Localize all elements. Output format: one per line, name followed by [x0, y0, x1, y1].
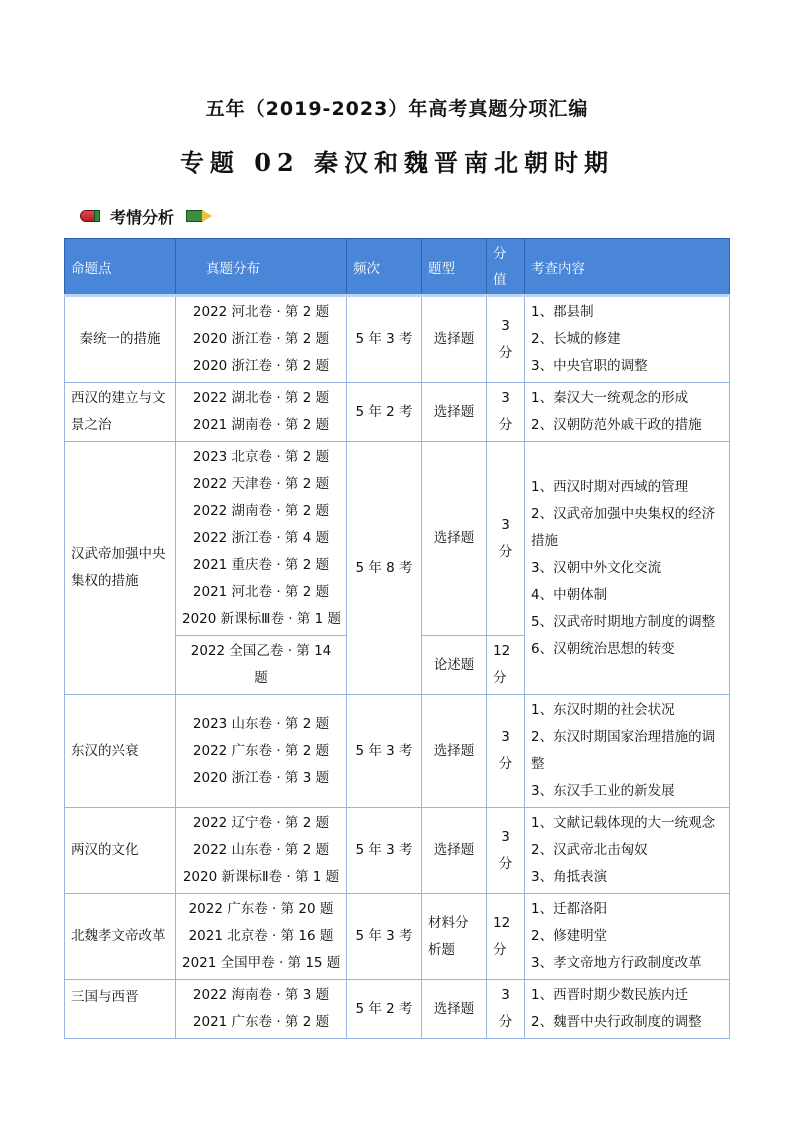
score-cell: 3 分 — [487, 296, 525, 383]
dist-cell — [176, 442, 347, 636]
content-item: 2、修建明堂 — [531, 928, 608, 944]
dist-item: 2021 广东卷 · 第 2 题 — [192, 1014, 330, 1030]
type-cell: 选择题 — [422, 980, 487, 1039]
dist-item: 2023 山东卷 · 第 2 题 — [192, 715, 330, 732]
dist-item: 2021 北京卷 · 第 16 题 — [188, 928, 334, 944]
content-cell — [525, 980, 730, 1039]
score-cell: 3 分 — [487, 808, 525, 894]
content-item: 1、东汉时期的社会状况 — [531, 702, 675, 718]
dist-cell — [176, 894, 347, 980]
dist-item: 2022 辽宁卷 · 第 2 题 — [192, 815, 330, 831]
dist-item: 2022 广东卷 · 第 2 题 — [192, 742, 330, 759]
content-item: 3、中央官职的调整 — [531, 358, 648, 374]
table-row — [65, 383, 730, 442]
dist-item: 2021 湖南卷 · 第 2 题 — [192, 417, 330, 433]
dist-item: 2020 新课标Ⅱ卷 · 第 1 题 — [182, 869, 340, 885]
content-item: 1、西汉时期对西域的管理 — [531, 478, 689, 495]
col-header-point: 命题点 — [65, 239, 176, 296]
dist-item: 2021 河北卷 · 第 2 题 — [192, 584, 330, 600]
col-header-dist: 真题分布 — [176, 239, 347, 296]
table-header-row — [65, 239, 730, 296]
content-item: 5、汉武帝时期地方制度的调整 — [531, 613, 716, 630]
freq-cell: 5 年 3 考 — [347, 296, 422, 383]
section-label: 考情分析 — [110, 207, 175, 227]
content-item: 2、汉朝防范外戚干政的措施 — [531, 417, 702, 433]
point-cell: 东汉的兴衰 — [65, 695, 176, 808]
type-cell: 选择题 — [422, 296, 487, 383]
marker-icon — [80, 210, 102, 222]
dist-item: 2022 浙江卷 · 第 4 题 — [192, 530, 330, 546]
dist-item: 2021 重庆卷 · 第 2 题 — [192, 557, 330, 573]
type-cell: 论述题 — [422, 636, 487, 695]
dist-cell — [176, 383, 347, 442]
score-cell: 12 分 — [487, 894, 525, 980]
document-subtitle: 专题 02 秦汉和魏晋南北朝时期 — [179, 148, 615, 177]
dist-cell — [176, 808, 347, 894]
content-item: 4、中朝体制 — [531, 586, 608, 603]
col-header-type: 题型 — [422, 239, 487, 296]
content-item: 3、东汉手工业的新发展 — [531, 783, 675, 799]
content-item: 1、郡县制 — [531, 304, 594, 320]
table-row — [65, 894, 730, 980]
dist-cell — [176, 296, 347, 383]
content-item: 3、角抵表演 — [531, 869, 608, 885]
content-item: 1、迁都洛阳 — [531, 901, 608, 917]
dist-item: 2020 浙江卷 · 第 2 题 — [192, 358, 330, 374]
point-cell: 两汉的文化 — [65, 808, 176, 894]
document-title: 五年（2019-2023）年高考真题分项汇编 — [205, 98, 589, 120]
content-item: 2、长城的修建 — [531, 331, 621, 347]
type-cell: 选择题 — [422, 383, 487, 442]
content-item: 1、秦汉大一统观念的形成 — [531, 390, 689, 406]
type-cell: 选择题 — [422, 442, 487, 636]
score-cell: 3 分 — [487, 980, 525, 1039]
content-cell — [525, 296, 730, 383]
dist-cell: 2022 全国乙卷 · 第 14 题 — [176, 636, 347, 695]
dist-item: 2020 新课标Ⅲ卷 · 第 1 题 — [182, 611, 342, 627]
dist-item: 2020 浙江卷 · 第 3 题 — [192, 769, 330, 786]
content-item: 6、汉朝统治思想的转变 — [531, 640, 675, 657]
freq-cell: 5 年 8 考 — [347, 442, 422, 695]
freq-cell: 5 年 2 考 — [347, 383, 422, 442]
section-header — [80, 205, 212, 227]
col-header-score: 分值 — [487, 239, 525, 296]
dist-item: 2020 浙江卷 · 第 2 题 — [192, 331, 330, 347]
dist-item: 2022 河北卷 · 第 2 题 — [192, 304, 330, 320]
point-cell: 汉武帝加强中央集权的措施 — [65, 442, 176, 695]
point-cell: 北魏孝文帝改革 — [65, 894, 176, 980]
type-cell: 选择题 — [422, 695, 487, 808]
dist-item: 2021 全国甲卷 · 第 15 题 — [182, 955, 341, 971]
table-row — [65, 695, 730, 808]
score-cell: 3 分 — [487, 442, 525, 636]
table-row — [65, 442, 730, 636]
table-row — [65, 808, 730, 894]
dist-cell — [176, 695, 347, 808]
dist-item: 2022 海南卷 · 第 3 题 — [192, 987, 330, 1003]
content-item: 2、东汉时期国家治理措施的调整 — [531, 729, 716, 772]
content-item: 3、汉朝中外文化交流 — [531, 559, 662, 576]
analysis-table — [64, 238, 730, 1039]
dist-item: 2022 湖南卷 · 第 2 题 — [192, 503, 330, 519]
content-item: 3、孝文帝地方行政制度改革 — [531, 955, 702, 971]
content-cell — [525, 442, 730, 695]
table-row — [65, 296, 730, 383]
content-cell — [525, 383, 730, 442]
type-cell: 选择题 — [422, 808, 487, 894]
type-cell: 材料分析题 — [422, 894, 487, 980]
col-header-freq: 频次 — [347, 239, 422, 296]
content-item: 2、魏晋中央行政制度的调整 — [531, 1014, 702, 1030]
dist-cell — [176, 980, 347, 1039]
content-item: 1、西晋时期少数民族内迁 — [531, 987, 689, 1003]
dist-item: 2023 北京卷 · 第 2 题 — [192, 449, 330, 465]
freq-cell: 5 年 3 考 — [347, 808, 422, 894]
freq-cell: 5 年 3 考 — [347, 695, 422, 808]
table-row — [65, 980, 730, 1039]
point-cell: 三国与西晋 — [65, 980, 176, 1039]
dist-item: 2022 天津卷 · 第 2 题 — [192, 476, 330, 492]
col-header-content: 考查内容 — [525, 239, 730, 296]
dist-item: 2022 广东卷 · 第 20 题 — [188, 901, 334, 917]
freq-cell: 5 年 3 考 — [347, 894, 422, 980]
pencil-icon — [186, 210, 212, 222]
content-item: 2、汉武帝加强中央集权的经济措施 — [531, 505, 716, 549]
dist-item: 2022 湖北卷 · 第 2 题 — [192, 390, 330, 406]
content-cell — [525, 808, 730, 894]
content-cell — [525, 695, 730, 808]
content-item: 1、文献记载体现的大一统观念 — [531, 815, 716, 831]
point-cell: 西汉的建立与文景之治 — [65, 383, 176, 442]
content-cell — [525, 894, 730, 980]
dist-item: 2022 山东卷 · 第 2 题 — [192, 842, 330, 858]
point-cell: 秦统一的措施 — [65, 296, 176, 383]
freq-cell: 5 年 2 考 — [347, 980, 422, 1039]
content-item: 2、汉武帝北击匈奴 — [531, 842, 648, 858]
score-cell: 12 分 — [487, 636, 525, 695]
score-cell: 3 分 — [487, 383, 525, 442]
score-cell: 3 分 — [487, 695, 525, 808]
